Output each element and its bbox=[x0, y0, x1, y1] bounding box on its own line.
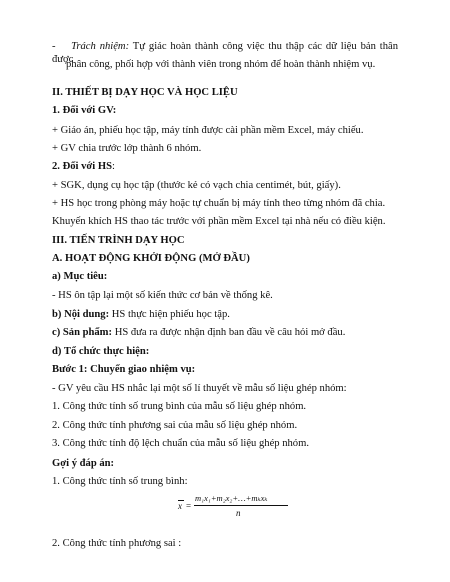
subheading-student bbox=[52, 160, 115, 173]
responsibility-text: Tự giác hoàn thành công việc thu thập các dữ liệu bản thân được bbox=[52, 41, 398, 65]
section-heading-equipment: II. THIẾT BỊ DẠY HỌC VÀ HỌC LIỆU bbox=[52, 87, 238, 98]
mean-formula bbox=[178, 493, 298, 527]
organization-heading: d) Tổ chức thực hiện: bbox=[52, 346, 150, 357]
formula-numerator: m₁x₁+m₂x₂+…+mₖxₖ bbox=[195, 493, 268, 503]
product-text: HS đưa ra được nhận định ban đầu về câu hỏi mở đầu. bbox=[112, 327, 346, 338]
bullet-dash: - bbox=[52, 41, 56, 52]
formula-lhs: x bbox=[178, 501, 182, 511]
question-2: 2. Công thức tính phương sai của mẫu số liệu ghép nhóm. bbox=[52, 420, 298, 431]
answer-2: 2. Công thức tính phương sai : bbox=[52, 538, 182, 549]
step1-heading: Bước 1: Chuyển giao nhiệm vụ: bbox=[52, 364, 196, 375]
content-label: b) Nội dung: bbox=[52, 309, 110, 320]
fraction-bar bbox=[194, 505, 288, 506]
teacher-item-2: + GV chia trước lớp thành 6 nhóm. bbox=[52, 143, 202, 154]
product-line bbox=[52, 326, 345, 339]
question-1: 1. Công thức tính số trung bình của mẫu số liệu ghép nhóm. bbox=[52, 401, 307, 412]
subheading-student-colon: : bbox=[112, 161, 115, 172]
hint-heading: Gợi ý đáp án: bbox=[52, 458, 115, 469]
teacher-item-1: + Giáo án, phiếu học tập, máy tính được cài phần mềm Excel, máy chiếu. bbox=[52, 125, 364, 136]
formula-equals: = bbox=[186, 501, 192, 511]
responsibility-continuation: phân công, phối hợp với thành viên trong nhóm để hoàn thành nhiệm vụ. bbox=[66, 59, 376, 70]
content-text: HS thực hiện phiếu học tập. bbox=[109, 309, 230, 320]
step1-text: - GV yêu cầu HS nhắc lại một số lí thuyết về mẫu số liệu ghép nhóm: bbox=[52, 383, 347, 394]
product-label: c) Sản phẩm: bbox=[52, 327, 113, 338]
question-3: 3. Công thức tính độ lệch chuẩn của mẫu số liệu ghép nhóm. bbox=[52, 438, 309, 449]
goal-text: - HS ôn tập lại một số kiến thức cơ bản về thống kê. bbox=[52, 290, 273, 301]
answer-1: 1. Công thức tính số trung bình: bbox=[52, 476, 188, 487]
responsibility-label: Trách nhiệm: bbox=[71, 41, 130, 52]
subheading-student-label: 2. Đối với HS bbox=[52, 161, 113, 172]
formula-denominator: n bbox=[236, 508, 241, 518]
student-item-3: Khuyến khích HS thao tác trước với phần mềm Excel tại nhà nếu có điều kiện. bbox=[52, 216, 386, 227]
goal-heading: a) Mục tiêu: bbox=[52, 271, 108, 282]
subheading-teacher: 1. Đối với GV: bbox=[52, 105, 117, 116]
content-line bbox=[52, 308, 230, 321]
section-heading-activity: A. HOẠT ĐỘNG KHỞI ĐỘNG (MỞ ĐẦU) bbox=[52, 253, 250, 264]
section-heading-process: III. TIẾN TRÌNH DẠY HỌC bbox=[52, 235, 185, 246]
student-item-1: + SGK, dụng cụ học tập (thước kẻ có vạch chia centimét, bút, giấy). bbox=[52, 180, 341, 191]
student-item-2: + HS học trong phòng máy hoặc tự chuẩn bị máy tính theo từng nhóm đã chia. bbox=[52, 198, 386, 209]
